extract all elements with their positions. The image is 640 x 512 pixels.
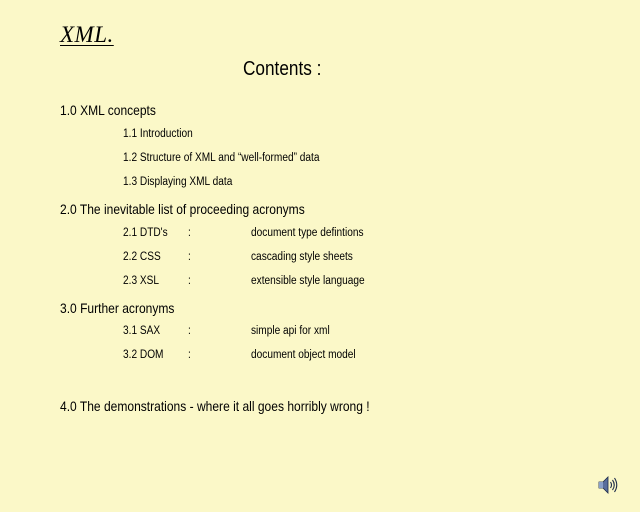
acronym-separator: : <box>188 275 191 287</box>
acronym-number-2-2: 2.2 CSS <box>123 251 161 263</box>
acronym-definition-3-2: document object model <box>251 349 356 361</box>
acronym-definition-2-1: document type defintions <box>251 227 364 239</box>
acronym-number-2-1: 2.1 DTD's <box>123 227 168 239</box>
section-heading-2: 2.0 The inevitable list of proceeding acronyms <box>60 201 305 217</box>
section-heading-1: 1.0 XML concepts <box>60 102 156 118</box>
section-heading-4: 4.0 The demonstrations - where it all goes horribly wrong ! <box>60 398 370 414</box>
acronym-separator: : <box>188 251 191 263</box>
list-item-1-1: 1.1 Introduction <box>123 128 193 140</box>
acronym-number-2-3: 2.3 XSL <box>123 275 160 287</box>
slide-title: XML. <box>60 22 114 47</box>
speaker-icon[interactable] <box>597 474 619 496</box>
list-item-1-2: 1.2 Structure of XML and “well-formed” data <box>123 152 320 164</box>
list-item-1-3: 1.3 Displaying XML data <box>123 176 233 188</box>
acronym-definition-2-3: extensible style language <box>251 275 365 287</box>
contents-heading: Contents : <box>243 58 322 80</box>
acronym-number-3-1: 3.1 SAX <box>123 325 161 337</box>
acronym-number-3-2: 3.2 DOM <box>123 349 164 361</box>
acronym-separator: : <box>188 349 191 361</box>
acronym-definition-2-2: cascading style sheets <box>251 251 353 263</box>
acronym-definition-3-1: simple api for xml <box>251 325 330 337</box>
section-heading-3: 3.0 Further acronyms <box>60 300 175 316</box>
acronym-separator: : <box>188 325 191 337</box>
acronym-separator: : <box>188 227 191 239</box>
